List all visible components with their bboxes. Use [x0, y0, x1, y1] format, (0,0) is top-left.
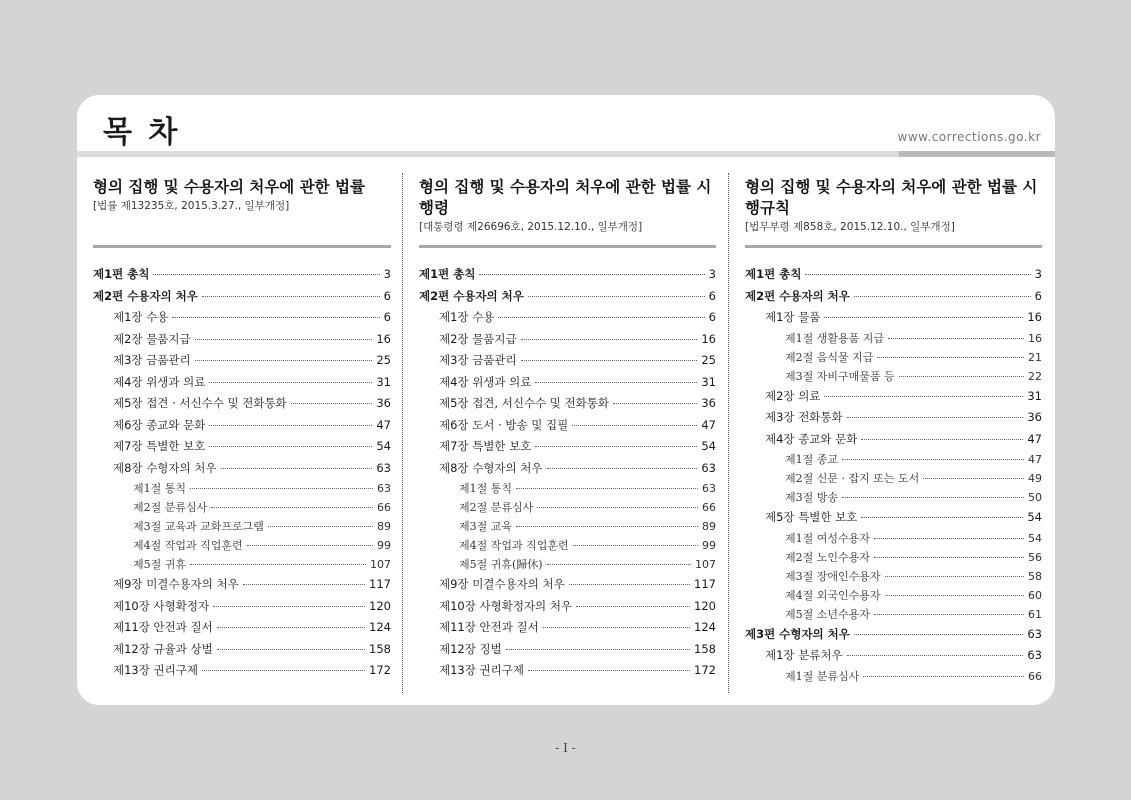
toc-entry[interactable]	[93, 286, 391, 308]
toc-entry-label: 제5절 귀휴(歸休)	[459, 558, 543, 571]
toc-list	[745, 264, 1042, 686]
toc-entry-page: 25	[376, 353, 391, 367]
toc-entry-label: 제1장 수용	[113, 310, 169, 324]
toc-entry-label: 제10장 사형확정자	[113, 598, 210, 613]
toc-entry[interactable]	[93, 393, 391, 415]
dot-leader	[221, 468, 373, 469]
dot-leader	[569, 584, 690, 585]
toc-entry-label: 제2장 물품지급	[113, 331, 191, 346]
dot-leader	[847, 655, 1024, 656]
toc-entry-page: 63	[1027, 626, 1042, 641]
dot-leader	[211, 507, 373, 508]
toc-entry-label: 제13장 권리구제	[113, 663, 198, 677]
toc-entry-page: 6	[1034, 288, 1042, 303]
toc-entry[interactable]	[745, 307, 1042, 329]
toc-entry-page: 31	[701, 374, 716, 389]
dot-leader	[805, 274, 1030, 275]
toc-entry-label: 제2장 물품지급	[439, 331, 517, 346]
toc-entry[interactable]	[745, 605, 1042, 624]
toc-entry-label: 제3장 전화통화	[765, 410, 843, 424]
toc-entry-label: 제3편 수형자의 처우	[745, 626, 850, 641]
toc-entry-page: 25	[701, 353, 716, 367]
dot-leader	[613, 403, 697, 404]
column-divider	[728, 173, 729, 693]
dot-leader	[576, 606, 690, 607]
toc-entry-label: 제8장 수형자의 처우	[113, 460, 217, 475]
toc-entry-label: 제4장 종교와 문화	[765, 431, 858, 446]
toc-entry-page: 99	[377, 539, 391, 552]
toc-entry-page: 54	[701, 439, 716, 453]
toc-entry-label: 제1절 종교	[785, 453, 838, 466]
toc-entry-label: 제12장 규율과 상벌	[113, 641, 213, 656]
toc-entry-label: 제2절 신문 · 잡지 또는 도서	[785, 472, 920, 485]
dot-leader	[506, 649, 690, 650]
toc-entry-page: 66	[702, 501, 716, 514]
dot-leader	[824, 396, 1023, 397]
header-rule-accent	[899, 151, 1055, 157]
dot-leader	[874, 614, 1024, 615]
column-rule	[745, 245, 1042, 248]
toc-entry[interactable]	[93, 517, 391, 536]
toc-entry-label: 제2절 노인수용자	[785, 550, 870, 564]
toc-entry-page: 63	[1027, 648, 1042, 662]
toc-entry[interactable]	[419, 574, 716, 596]
toc-entry-page: 50	[1028, 491, 1042, 504]
toc-entry[interactable]	[419, 458, 716, 480]
dot-leader	[877, 357, 1024, 358]
toc-entry[interactable]	[93, 596, 391, 618]
toc-entry-label: 제9장 미결수용자의 처우	[439, 577, 565, 591]
dot-leader	[521, 360, 698, 361]
toc-entry-label: 제1편 총칙	[745, 267, 802, 281]
dot-leader	[243, 584, 365, 585]
toc-entry[interactable]	[745, 367, 1042, 386]
toc-entry-page: 89	[702, 520, 716, 533]
toc-entry[interactable]	[419, 596, 716, 618]
toc-entry[interactable]	[745, 567, 1042, 586]
toc-entry-page: 3	[383, 267, 391, 281]
dot-leader	[213, 606, 365, 607]
toc-entry[interactable]	[745, 407, 1042, 429]
toc-entry-page: 49	[1028, 472, 1042, 485]
dot-leader	[195, 339, 373, 340]
dot-leader	[854, 296, 1031, 297]
toc-entry-page: 107	[695, 558, 716, 571]
dot-leader	[521, 339, 698, 340]
toc-entry[interactable]	[93, 436, 391, 458]
toc-entry-label: 제3장 금품관리	[113, 353, 191, 367]
toc-entry-label: 제9장 미결수용자의 처우	[113, 577, 239, 591]
toc-entry-page: 6	[708, 310, 716, 324]
toc-entry-page: 16	[1027, 310, 1042, 324]
toc-entry-label: 제3절 장애인수용자	[785, 569, 881, 583]
toc-entry[interactable]	[93, 574, 391, 596]
toc-entry-label: 제1편 총칙	[93, 267, 150, 281]
toc-entry[interactable]	[93, 555, 391, 574]
toc-entry[interactable]	[745, 529, 1042, 548]
toc-entry[interactable]	[419, 555, 716, 574]
toc-entry-label: 제6장 종교와 문화	[113, 417, 206, 432]
toc-list	[419, 264, 716, 682]
toc-entry-label: 제3절 자비구매물품 등	[785, 369, 895, 383]
toc-card	[77, 95, 1055, 705]
dot-leader	[209, 382, 372, 383]
toc-entry[interactable]	[745, 586, 1042, 605]
dot-leader	[547, 564, 691, 565]
toc-entry-label: 제5장 특별한 보호	[765, 510, 858, 524]
dot-leader	[885, 595, 1024, 596]
toc-entry[interactable]	[419, 415, 716, 437]
dot-leader	[217, 627, 365, 628]
toc-entry-page: 61	[1028, 607, 1042, 621]
toc-entry-label: 제4절 작업과 직업훈련	[459, 539, 569, 552]
toc-entry[interactable]	[93, 329, 391, 351]
toc-entry-label: 제2편 수용자의 처우	[745, 288, 850, 303]
toc-entry[interactable]	[419, 639, 716, 661]
toc-entry[interactable]	[745, 469, 1042, 488]
toc-entry[interactable]	[93, 307, 391, 329]
toc-entry-label: 제4장 위생과 의료	[439, 374, 532, 389]
dot-leader	[847, 417, 1024, 418]
toc-entry-page: 66	[377, 501, 391, 514]
toc-entry[interactable]	[93, 458, 391, 480]
toc-entry[interactable]	[419, 286, 716, 308]
toc-entry-label: 제8장 수형자의 처우	[439, 460, 543, 475]
dot-leader	[543, 627, 690, 628]
toc-entry-label: 제11장 안전과 질서	[439, 620, 539, 634]
toc-entry-page: 3	[1034, 267, 1042, 281]
toc-entry-label: 제1절 통칙	[133, 482, 186, 495]
toc-entry-label: 제10장 사형확정자의 처우	[439, 598, 573, 613]
dot-leader	[863, 676, 1024, 677]
toc-entry-page: 54	[376, 439, 391, 453]
toc-entry[interactable]	[745, 450, 1042, 469]
toc-entry-page: 117	[369, 577, 391, 591]
toc-entry[interactable]	[419, 307, 716, 329]
toc-entry-label: 제4장 위생과 의료	[113, 374, 206, 389]
dot-leader	[824, 317, 1023, 318]
toc-entry-page: 54	[1028, 531, 1042, 545]
dot-leader	[547, 468, 698, 469]
dot-leader	[572, 425, 697, 426]
dot-leader	[202, 296, 380, 297]
toc-entry-label: 제12장 징벌	[439, 641, 502, 656]
column-rule	[93, 245, 391, 248]
toc-entry-label: 제2절 음식물 지급	[785, 350, 874, 364]
toc-entry-page: 58	[1028, 569, 1042, 583]
toc-entry-label: 제1절 여성수용자	[785, 531, 870, 545]
toc-entry[interactable]	[745, 507, 1042, 529]
dot-leader	[247, 545, 373, 546]
toc-entry-page: 158	[369, 641, 391, 656]
toc-entry-page: 124	[694, 620, 716, 634]
toc-entry-page: 6	[383, 310, 391, 324]
toc-entry-page: 54	[1027, 510, 1042, 524]
toc-entry-page: 172	[369, 663, 391, 677]
toc-entry[interactable]	[419, 329, 716, 351]
toc-entry-page: 117	[694, 577, 716, 591]
toc-entry-page: 66	[1028, 669, 1042, 683]
toc-entry[interactable]	[419, 536, 716, 555]
toc-entry-page: 56	[1028, 550, 1042, 564]
toc-entry[interactable]	[93, 350, 391, 372]
toc-entry-label: 제5절 귀휴	[133, 558, 186, 571]
column-subtitle: [대통령령 제26696호, 2015.12.10., 일부개정]	[419, 221, 643, 233]
toc-entry-label: 제2장 의료	[765, 388, 821, 403]
column-subtitle: [법률 제13235호, 2015.3.27., 일부개정]	[93, 200, 290, 212]
toc-entry[interactable]	[93, 415, 391, 437]
column-rule	[419, 245, 716, 248]
dot-leader	[537, 507, 698, 508]
toc-entry-page: 120	[369, 598, 391, 613]
toc-entry-label: 제1장 수용	[439, 310, 495, 324]
column-divider	[402, 173, 403, 693]
toc-entry-page: 124	[369, 620, 391, 634]
dot-leader	[516, 488, 698, 489]
toc-entry-label: 제1절 생활용품 지급	[785, 331, 884, 345]
toc-entry-page: 21	[1028, 350, 1042, 364]
toc-entry[interactable]	[419, 479, 716, 498]
toc-entry-label: 제7장 특별한 보호	[439, 439, 532, 453]
toc-entry[interactable]	[419, 436, 716, 458]
toc-entry[interactable]	[745, 645, 1042, 667]
toc-entry-label: 제4절 작업과 직업훈련	[133, 539, 243, 552]
toc-entry-page: 63	[376, 460, 391, 475]
toc-entry-page: 107	[370, 558, 391, 571]
column-title: 형의 집행 및 수용자의 처우에 관한 법률 시행령	[419, 178, 712, 217]
toc-entry-label: 제3절 교육	[459, 520, 512, 533]
toc-entry-label: 제1장 물품	[765, 310, 821, 324]
toc-entry[interactable]	[419, 517, 716, 536]
toc-entry-label: 제1절 통칙	[459, 482, 512, 495]
toc-entry-page: 47	[1027, 431, 1042, 446]
dot-leader	[291, 403, 373, 404]
toc-entry-label: 제3절 교육과 교화프로그램	[133, 520, 264, 533]
dot-leader	[885, 576, 1024, 577]
dot-leader	[528, 670, 690, 671]
toc-entry-page: 16	[1028, 331, 1042, 345]
toc-entry-label: 제2편 수용자의 처우	[93, 288, 198, 303]
toc-entry[interactable]	[745, 548, 1042, 567]
toc-entry-label: 제2절 분류심사	[459, 501, 534, 514]
toc-entry-label: 제3장 금품관리	[439, 353, 517, 367]
dot-leader	[861, 439, 1023, 440]
dot-leader	[190, 564, 366, 565]
toc-entry[interactable]	[419, 660, 716, 682]
toc-entry[interactable]	[745, 348, 1042, 367]
toc-entry-page: 36	[376, 396, 391, 410]
dot-leader	[535, 446, 697, 447]
toc-entry-label: 제2절 분류심사	[133, 501, 208, 514]
toc-entry[interactable]	[93, 479, 391, 498]
column-header	[93, 177, 391, 237]
toc-entry-label: 제11장 안전과 질서	[113, 620, 213, 634]
toc-entry-page: 36	[701, 396, 716, 410]
toc-entry-page: 99	[702, 539, 716, 552]
toc-entry-page: 158	[694, 641, 716, 656]
toc-entry-label: 제5절 소년수용자	[785, 607, 870, 621]
dot-leader	[842, 497, 1024, 498]
toc-entry[interactable]	[93, 264, 391, 286]
toc-entry[interactable]	[745, 667, 1042, 686]
page-title: 목 차	[103, 115, 181, 150]
toc-entry-label: 제5장 접견 · 서신수수 및 전화통화	[113, 396, 287, 410]
toc-entry-page: 120	[694, 598, 716, 613]
dot-leader	[209, 446, 372, 447]
toc-entry-label: 제5장 접견, 서신수수 및 전화통화	[439, 396, 610, 410]
dot-leader	[842, 459, 1024, 460]
dot-leader	[498, 317, 704, 318]
website-url[interactable]: www.corrections.go.kr	[897, 130, 1041, 144]
toc-entry-page: 47	[376, 417, 391, 432]
dot-leader	[190, 488, 373, 489]
toc-column-rules	[745, 177, 1042, 686]
toc-entry-page: 89	[377, 520, 391, 533]
dot-leader	[202, 670, 365, 671]
dot-leader	[573, 545, 698, 546]
dot-leader	[528, 296, 705, 297]
toc-column-act	[93, 177, 391, 682]
column-header	[745, 177, 1042, 237]
toc-entry-page: 31	[376, 374, 391, 389]
toc-entry-page: 60	[1028, 588, 1042, 602]
toc-entry-page: 36	[1027, 410, 1042, 424]
column-header	[419, 177, 716, 237]
toc-entry[interactable]	[419, 498, 716, 517]
toc-entry-page: 47	[1028, 453, 1042, 466]
toc-entry[interactable]	[419, 264, 716, 286]
toc-list	[93, 264, 391, 682]
dot-leader	[888, 338, 1024, 339]
toc-entry[interactable]	[745, 429, 1042, 451]
toc-entry-page: 63	[702, 482, 716, 495]
dot-leader	[479, 274, 704, 275]
toc-entry-page: 6	[708, 288, 716, 303]
dot-leader	[854, 634, 1023, 635]
toc-entry-label: 제2편 수용자의 처우	[419, 288, 524, 303]
toc-entry-label: 제1장 분류처우	[765, 648, 843, 662]
column-title: 형의 집행 및 수용자의 처우에 관한 법률 시행규칙	[745, 178, 1038, 217]
toc-entry[interactable]	[419, 350, 716, 372]
dot-leader	[153, 274, 379, 275]
dot-leader	[516, 526, 698, 527]
toc-column-decree	[419, 177, 716, 682]
toc-entry-label: 제4절 외국인수용자	[785, 588, 881, 602]
toc-entry[interactable]	[419, 393, 716, 415]
toc-entry[interactable]	[93, 660, 391, 682]
page-number: - I -	[555, 741, 576, 755]
column-subtitle: [법무부령 제858호, 2015.12.10., 일부개정]	[745, 221, 955, 233]
toc-entry-label: 제1편 총칙	[419, 267, 476, 281]
dot-leader	[217, 649, 365, 650]
dot-leader	[268, 526, 373, 527]
toc-entry[interactable]	[419, 617, 716, 639]
dot-leader	[209, 425, 372, 426]
dot-leader	[195, 360, 373, 361]
dot-leader	[874, 557, 1024, 558]
dot-leader	[923, 478, 1024, 479]
toc-entry[interactable]	[745, 624, 1042, 646]
toc-entry-page: 22	[1028, 369, 1042, 383]
dot-leader	[874, 538, 1024, 539]
toc-entry[interactable]	[93, 372, 391, 394]
dot-leader	[535, 382, 697, 383]
toc-entry[interactable]	[745, 264, 1042, 286]
toc-entry-page: 16	[701, 331, 716, 346]
toc-entry-label: 제3절 방송	[785, 491, 838, 504]
toc-entry[interactable]	[93, 639, 391, 661]
toc-entry-label: 제6장 도서 · 방송 및 집필	[439, 417, 569, 432]
toc-entry-page: 6	[383, 288, 391, 303]
toc-entry[interactable]	[745, 286, 1042, 308]
dot-leader	[861, 517, 1023, 518]
dot-leader	[172, 317, 379, 318]
toc-entry[interactable]	[93, 498, 391, 517]
toc-entry-page: 16	[376, 331, 391, 346]
dot-leader	[899, 376, 1024, 377]
toc-entry[interactable]	[745, 386, 1042, 408]
toc-entry-page: 3	[708, 267, 716, 281]
toc-entry-page: 172	[694, 663, 716, 677]
toc-entry[interactable]	[745, 329, 1042, 348]
toc-entry[interactable]	[745, 488, 1042, 507]
toc-entry-label: 제13장 권리구제	[439, 663, 524, 677]
toc-entry-page: 63	[377, 482, 391, 495]
column-title: 형의 집행 및 수용자의 처우에 관한 법률	[93, 178, 365, 196]
toc-entry-label: 제7장 특별한 보호	[113, 439, 206, 453]
toc-entry-page: 63	[701, 460, 716, 475]
toc-entry[interactable]	[93, 536, 391, 555]
toc-entry-page: 31	[1027, 388, 1042, 403]
toc-entry[interactable]	[419, 372, 716, 394]
toc-entry-page: 47	[701, 417, 716, 432]
toc-entry[interactable]	[93, 617, 391, 639]
toc-entry-label: 제1절 분류심사	[785, 669, 860, 683]
